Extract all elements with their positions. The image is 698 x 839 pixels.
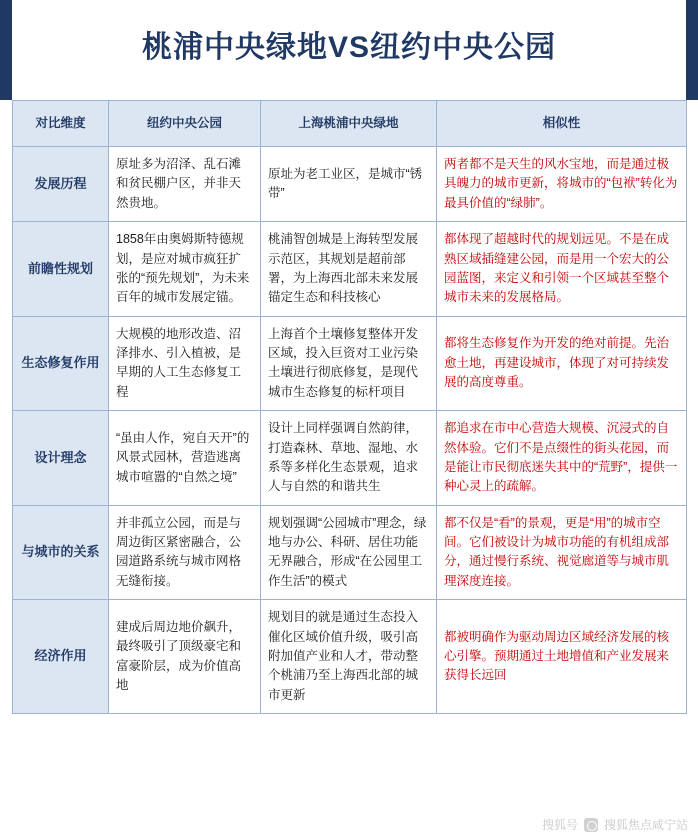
cell-dimension: 生态修复作用	[13, 316, 109, 411]
cell-similarity: 都被明确作为驱动周边区域经济发展的核心引擎。预期通过土地增值和产业发展来获得长远回	[437, 600, 687, 714]
column-header-shanghai: 上海桃浦中央绿地	[261, 101, 437, 147]
table-row	[13, 147, 687, 222]
table-header-row	[13, 101, 687, 147]
cell-similarity: 都追求在市中心营造大规模、沉浸式的自然体验。它们不是点缀性的街头花园，而是能让市民彻底迷失其中的“荒野”，提供一种心灵上的疏解。	[437, 411, 687, 506]
cell-dimension: 经济作用	[13, 600, 109, 714]
cell-similarity: 都将生态修复作为开发的绝对前提。先治愈土地，再建设城市，体现了对可持续发展的高度尊重。	[437, 316, 687, 411]
watermark-right-text: 搜狐焦点咸宁站	[603, 818, 688, 832]
cell-similarity: 都不仅是“看”的景观，更是“用”的城市空间。它们被设计为城市功能的有机组成部分，通过慢行系统、视觉廊道等与城市肌理深度连接。	[437, 505, 687, 600]
table-body	[13, 147, 687, 714]
cell-newyork: “虽由人作，宛自天开”的风景式园林，营造逃离城市喧嚣的“自然之境”	[109, 411, 261, 506]
table-row	[13, 316, 687, 411]
cell-newyork: 原址多为沼泽、乱石滩和贫民棚户区，并非天然贵地。	[109, 147, 261, 222]
title-banner	[0, 0, 698, 100]
cell-dimension: 设计理念	[13, 411, 109, 506]
comparison-table	[12, 100, 687, 714]
column-header-similarity: 相似性	[437, 101, 687, 147]
table-row	[13, 505, 687, 600]
cell-shanghai: 规划强调“公园城市”理念，绿地与办公、科研、居住功能无界融合，形成“在公园里工作生活”的模式	[261, 505, 437, 600]
table-row	[13, 411, 687, 506]
cell-newyork: 大规模的地形改造、沼泽排水、引入植被，是早期的人工生态修复工程	[109, 316, 261, 411]
cell-newyork: 1858年由奥姆斯特德规划，是应对城市疯狂扩张的“预先规划”，为未来百年的城市发展定锚。	[109, 222, 261, 317]
cell-similarity: 都体现了超越时代的规划远见。不是在成熟区域插缝建公园，而是用一个宏大的公园蓝图，来定义和引领一个区域甚至整个城市未来的发展格局。	[437, 222, 687, 317]
column-header-dimension: 对比维度	[13, 101, 109, 147]
sohu-logo-icon	[584, 818, 598, 832]
table-row	[13, 222, 687, 317]
watermark	[542, 816, 688, 833]
cell-dimension: 与城市的关系	[13, 505, 109, 600]
cell-shanghai: 桃浦智创城是上海转型发展示范区，其规划是超前部署，为上海西北部未来发展锚定生态和科技核心	[261, 222, 437, 317]
comparison-table-wrapper	[0, 100, 698, 720]
column-header-newyork: 纽约中央公园	[109, 101, 261, 147]
cell-dimension: 发展历程	[13, 147, 109, 222]
page-title: 桃浦中央绿地VS纽约中央公园	[141, 31, 557, 64]
cell-shanghai: 上海首个土壤修复整体开发区域，投入巨资对工业污染土壤进行彻底修复，是现代城市生态修复的标杆项目	[261, 316, 437, 411]
cell-shanghai: 规划目的就是通过生态投入催化区域价值升级，吸引高附加值产业和人才，带动整个桃浦乃至上海西北部的城市更新	[261, 600, 437, 714]
table-row	[13, 600, 687, 714]
cell-shanghai: 设计上同样强调自然韵律，打造森林、草地、湿地、水系等多样化生态景观，追求人与自然的和谐共生	[261, 411, 437, 506]
cell-newyork: 建成后周边地价飙升，最终吸引了顶级豪宅和富豪阶层，成为价值高地	[109, 600, 261, 714]
cell-similarity: 两者都不是天生的风水宝地，而是通过极具魄力的城市更新，将城市的“包袱”转化为最具价值的“绿肺”。	[437, 147, 687, 222]
cell-shanghai: 原址为老工业区，是城市“锈带”	[261, 147, 437, 222]
table-header	[13, 101, 687, 147]
cell-dimension: 前瞻性规划	[13, 222, 109, 317]
watermark-left-text: 搜狐号	[541, 818, 578, 832]
cell-newyork: 并非孤立公园，而是与周边街区紧密融合，公园道路系统与城市网格无缝衔接。	[109, 505, 261, 600]
